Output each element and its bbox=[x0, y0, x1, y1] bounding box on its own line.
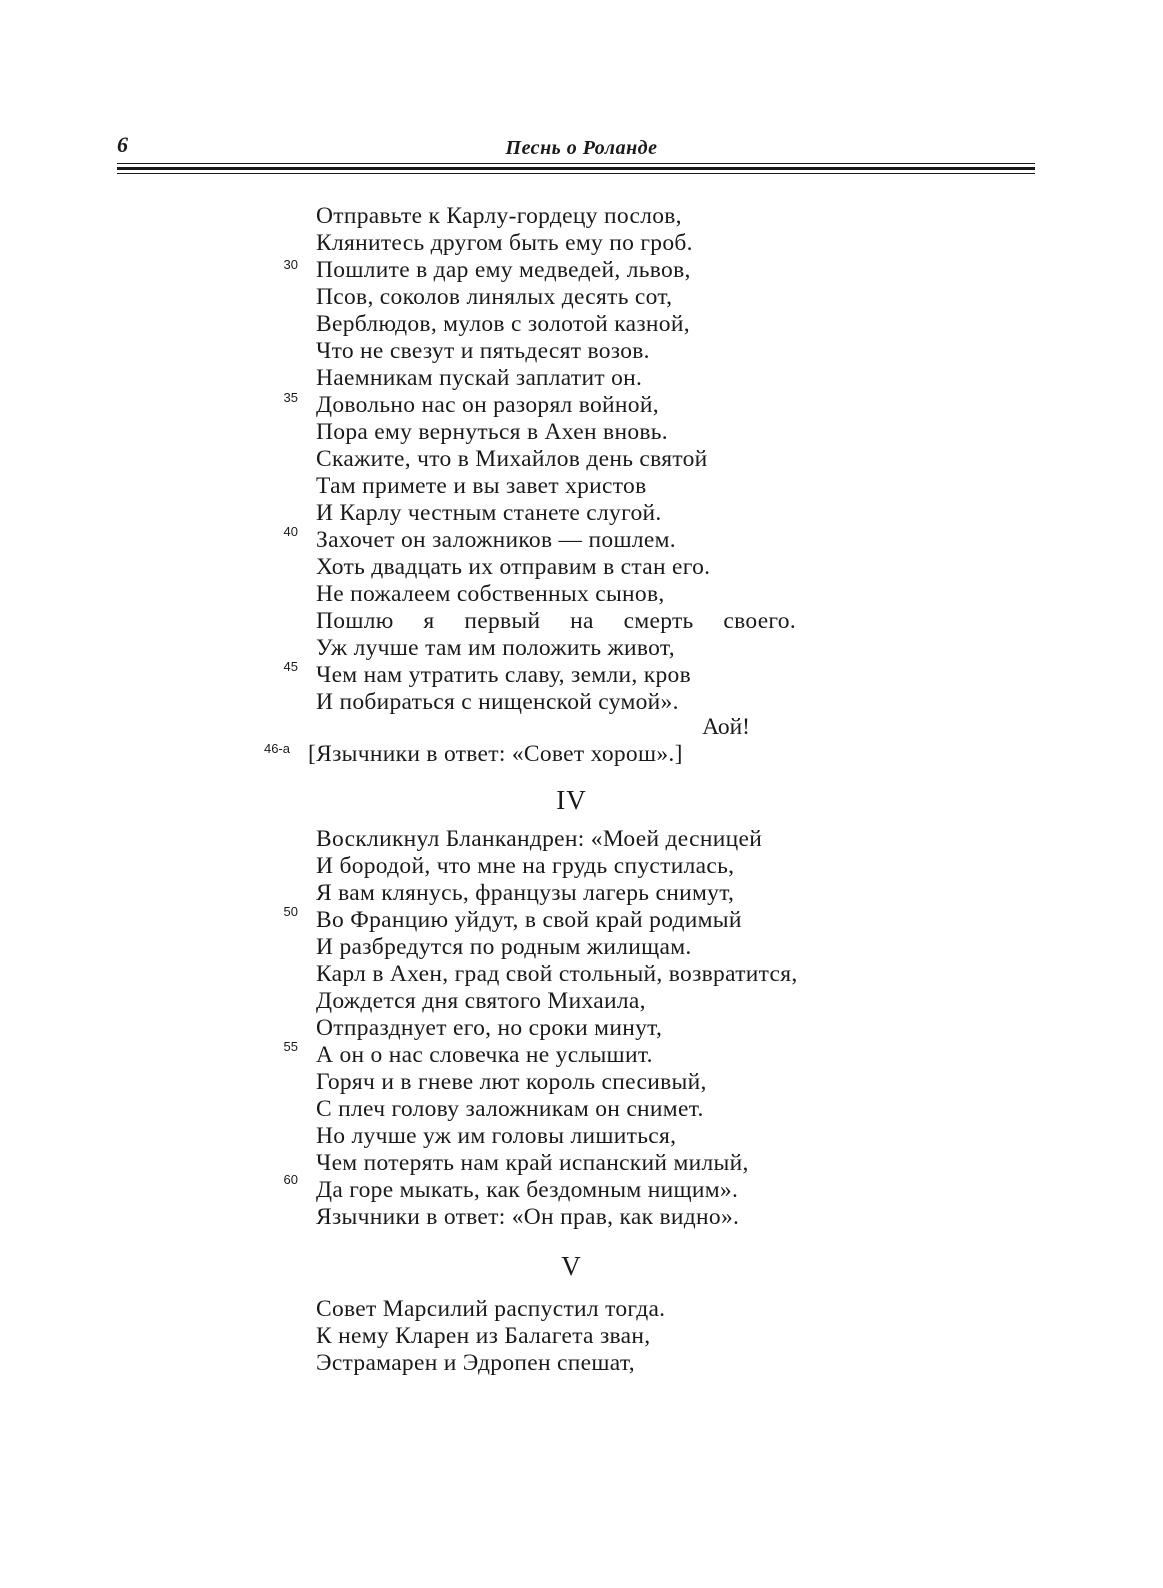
line-number: 40 bbox=[283, 524, 298, 539]
stanza-heading: IV bbox=[556, 785, 587, 815]
verse-line: Клянитесь другом быть ему по гроб. bbox=[316, 230, 693, 256]
header-rule-top bbox=[117, 163, 1035, 164]
verse-line: Чем нам утратить славу, земли, кров bbox=[316, 662, 691, 688]
verse-line: И бородой, что мне на грудь спустилась, bbox=[316, 853, 735, 879]
verse-line: Псов, соколов линялых десять сот, bbox=[316, 284, 673, 310]
verse-line: А он о нас словечка не услышит. bbox=[316, 1042, 653, 1068]
line-number: 46-а bbox=[263, 741, 290, 756]
verse-line: Пора ему вернуться в Ахен вновь. bbox=[316, 419, 668, 445]
stanza-heading: V bbox=[561, 1251, 582, 1281]
verse-line: Там примете и вы завет христов bbox=[316, 473, 647, 499]
verse-line: Хоть двадцать их отправим в стан его. bbox=[316, 554, 711, 580]
page-number: 6 bbox=[117, 132, 128, 157]
line-number: 35 bbox=[283, 390, 298, 405]
verse-line: К нему Кларен из Балагета зван, bbox=[316, 1323, 651, 1349]
verse-line: Наемникам пускай заплатит он. bbox=[316, 365, 643, 391]
refrain-aoi: Аой! bbox=[702, 714, 750, 740]
verse-line: Но лучше уж им головы лишиться, bbox=[316, 1123, 677, 1149]
verse-line: Верблюдов, мулов с золотой казной, bbox=[316, 311, 690, 337]
verse-line: Дождется дня святого Михаила, bbox=[316, 988, 646, 1014]
running-title: Песнь о Роланде bbox=[505, 137, 658, 159]
verse-line: Карл в Ахен, град свой стольный, возвратится, bbox=[316, 961, 798, 987]
verse-line: И разбредутся по родным жилищам. bbox=[316, 934, 692, 960]
verse-line: Отпразднует его, но сроки минут, bbox=[316, 1015, 663, 1041]
verse-line: Эстрамарен и Эдропен спешат, bbox=[316, 1350, 635, 1376]
verse-line: Да горе мыкать, как бездомным нищим». bbox=[316, 1177, 739, 1203]
header-rule-bottom bbox=[117, 173, 1035, 174]
verse-line: Пошлите в дар ему медведей, львов, bbox=[316, 257, 691, 283]
verse-line: Во Францию уйдут, в свой край родимый bbox=[316, 907, 742, 933]
verse-line: И побираться с нищенской сумой». bbox=[316, 689, 679, 715]
verse-line: Пошлю я первый на смерть своего. bbox=[316, 608, 796, 634]
verse-line: Язычники в ответ: «Он прав, как видно». bbox=[316, 1204, 740, 1230]
verse-line: Захочет он заложников — пошлем. bbox=[316, 527, 676, 553]
verse-line: Скажите, что в Михайлов день святой bbox=[316, 446, 708, 472]
verse-line: И Карлу честным станете слугой. bbox=[316, 500, 662, 526]
line-number: 55 bbox=[283, 1039, 298, 1054]
verse-line: Не пожалеем собственных сынов, bbox=[316, 581, 665, 607]
verse-line: С плеч голову заложникам он снимет. bbox=[316, 1096, 704, 1122]
line-number: 50 bbox=[283, 904, 298, 919]
line-number: 30 bbox=[283, 257, 298, 272]
verse-line: Чем потерять нам край испанский милый, bbox=[316, 1150, 749, 1176]
verse-line: Воскликнул Бланкандрен: «Моей десницей bbox=[316, 826, 763, 852]
verse-line: Уж лучше там им положить живот, bbox=[316, 635, 675, 661]
line-number: 45 bbox=[283, 659, 298, 674]
verse-line: Совет Марсилий распустил тогда. bbox=[316, 1296, 666, 1322]
line-number: 60 bbox=[283, 1172, 298, 1187]
header-rule-thick bbox=[117, 167, 1035, 170]
verse-line-bracketed: [Язычники в ответ: «Совет хорош».] bbox=[308, 741, 683, 767]
verse-line: Горяч и в гневе лют король спесивый, bbox=[316, 1069, 707, 1095]
verse-line: Довольно нас он разорял войной, bbox=[316, 392, 659, 418]
verse-line: Отправьте к Карлу-гордецу послов, bbox=[316, 203, 682, 229]
verse-line: Я вам клянусь, французы лагерь снимут, bbox=[316, 880, 735, 906]
verse-line: Что не свезут и пятьдесят возов. bbox=[316, 338, 650, 364]
